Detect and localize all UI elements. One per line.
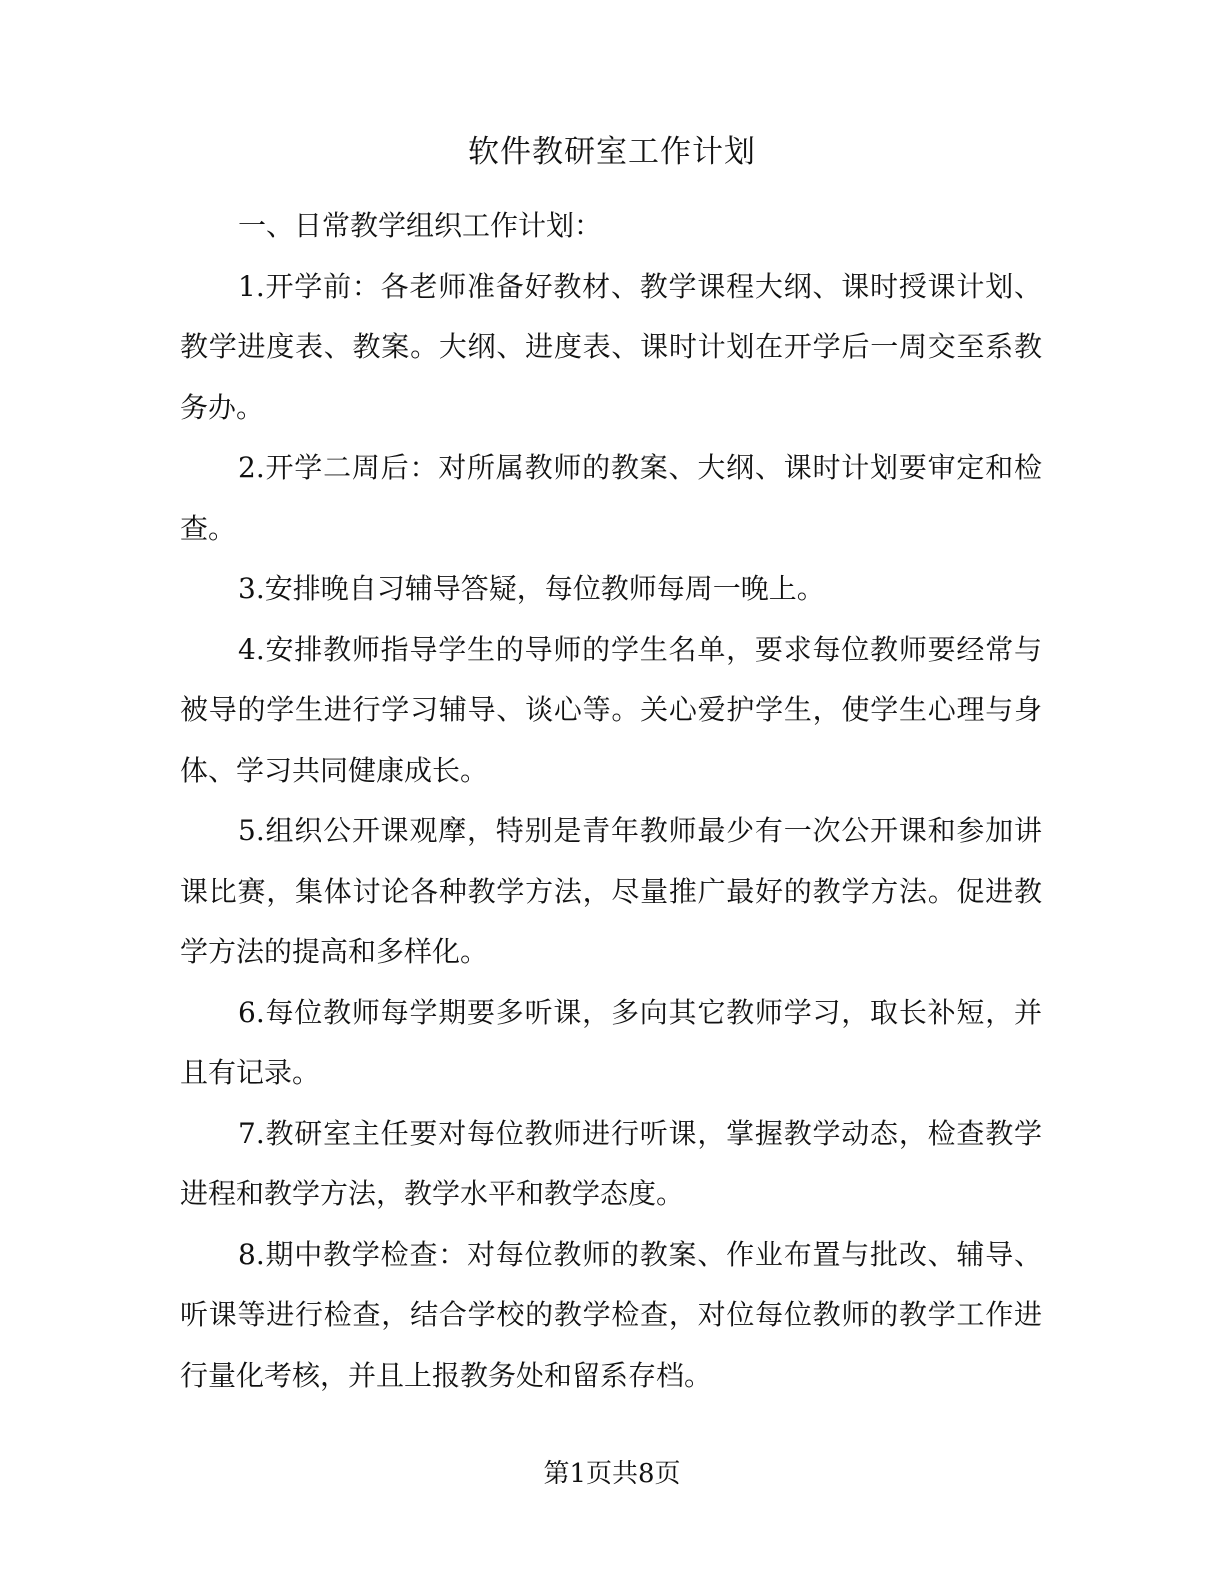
section-heading: 一、日常教学组织工作计划：	[238, 209, 603, 242]
page-title: 软件教研室工作计划	[468, 134, 756, 170]
paragraph-item-2: 2.开学二周后：对所属教师的教案、大纲、课时计划要审定和检查。	[180, 451, 1042, 545]
paragraph-item-4: 4.安排教师指导学生的导师的学生名单，要求每位教师要经常与被导的学生进行学习辅导、谈心等。关心爱护学生，使学生心理与身体、学习共同健康成长。	[180, 632, 1042, 787]
paragraph-item-8: 8.期中教学检查：对每位教师的教案、作业布置与批改、辅导、听课等进行检查，结合学校的教学检查，对位每位教师的教学工作进行量化考核，并且上报教务处和留系存档。	[180, 1237, 1042, 1392]
page-footer: 第1页共8页	[543, 1459, 681, 1489]
paragraph-item-3: 3.安排晚自习辅导答疑，每位教师每周一晚上。	[238, 572, 825, 605]
paragraph-item-7: 7.教研室主任要对每位教师进行听课，掌握教学动态，检查教学进程和教学方法，教学水平和教学态度。	[180, 1116, 1042, 1210]
paragraph-item-5: 5.组织公开课观摩，特别是青年教师最少有一次公开课和参加讲课比赛，集体讨论各种教学方法，尽量推广最好的教学方法。促进教学方法的提高和多样化。	[180, 814, 1042, 968]
paragraph-item-6: 6.每位教师每学期要多听课，多向其它教师学习，取长补短，并且有记录。	[180, 995, 1042, 1089]
document-body	[180, 196, 1042, 1406]
paragraph-item-1: 1.开学前：各老师准备好教材、教学课程大纲、课时授课计划、教学进度表、教案。大纲、进度表、课时计划在开学后一周交至系教务办。	[180, 269, 1042, 424]
